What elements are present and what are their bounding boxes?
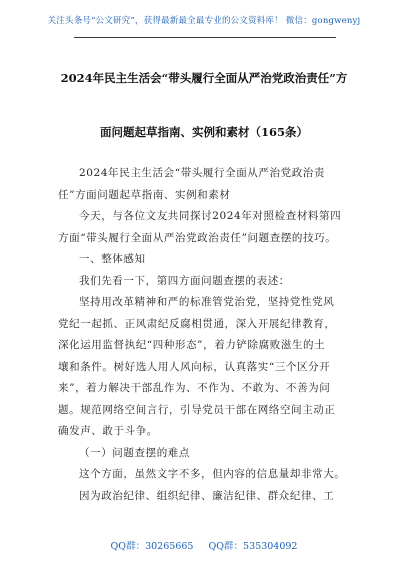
section-heading: 一、整体感知	[79, 253, 146, 265]
body-line: 壤和条件。树好选人用人风向标，认真落实“三个区分开	[58, 360, 331, 373]
body-line: 这个方面，虽然文字不多，但内容的信息量却非常大。	[79, 468, 346, 480]
body-line: 确发声、敢于斗争。	[58, 425, 158, 437]
header-divider	[74, 37, 336, 38]
body-line: 题。规范网络空间言行，引导党员干部在网络空间主动正	[58, 403, 336, 416]
body-line: 党纪一起抓、正风肃纪反腐相贯通，深入开展纪律教育，	[58, 317, 336, 330]
body-line: 坚持用改革精神和严的标准管党治党，坚持党性党风	[79, 296, 335, 308]
footer-qq-group-1: QQ群：30265665	[110, 541, 194, 552]
body-line: 方面“带头履行全面从严治党政治责任”问题查摆的技巧。	[58, 231, 337, 244]
body-line: 今天，与各位文友共同探讨2024年对照检查材料第四	[79, 210, 342, 222]
document-title-line1: 2024年民主生活会“带头履行全面从严治党政治责任”方	[60, 71, 348, 85]
body-line: 来”，着力解决干部乱作为、不作为、不敢为、不善为问	[58, 382, 331, 394]
body-line: 深化运用监督执纪“四种形态”，着力铲除腐败滋生的土	[58, 339, 326, 351]
body-line: 任”方面问题起草指南、实例和素材	[58, 188, 231, 201]
footer	[0, 538, 408, 552]
document-body	[58, 163, 354, 507]
body-line: 2024年民主生活会“带头履行全面从严治党政治责	[79, 167, 325, 179]
body-line: 我们先看一下，第四方面问题查摆的表述：	[79, 274, 290, 287]
body-line: 因为政治纪律、组织纪律、廉洁纪律、群众纪律、工	[79, 489, 335, 502]
document-title-line2: 面问题起草指南、实例和素材（165条）	[99, 125, 308, 139]
subsection-heading: （一）问题查摆的难点	[79, 446, 190, 459]
footer-qq-group-2: QQ群：535304092	[208, 541, 298, 552]
header-banner: 关注头条号“公文研究”，获得最新最全最专业的公文资料库！ 微信：gongwenyj	[47, 16, 361, 26]
